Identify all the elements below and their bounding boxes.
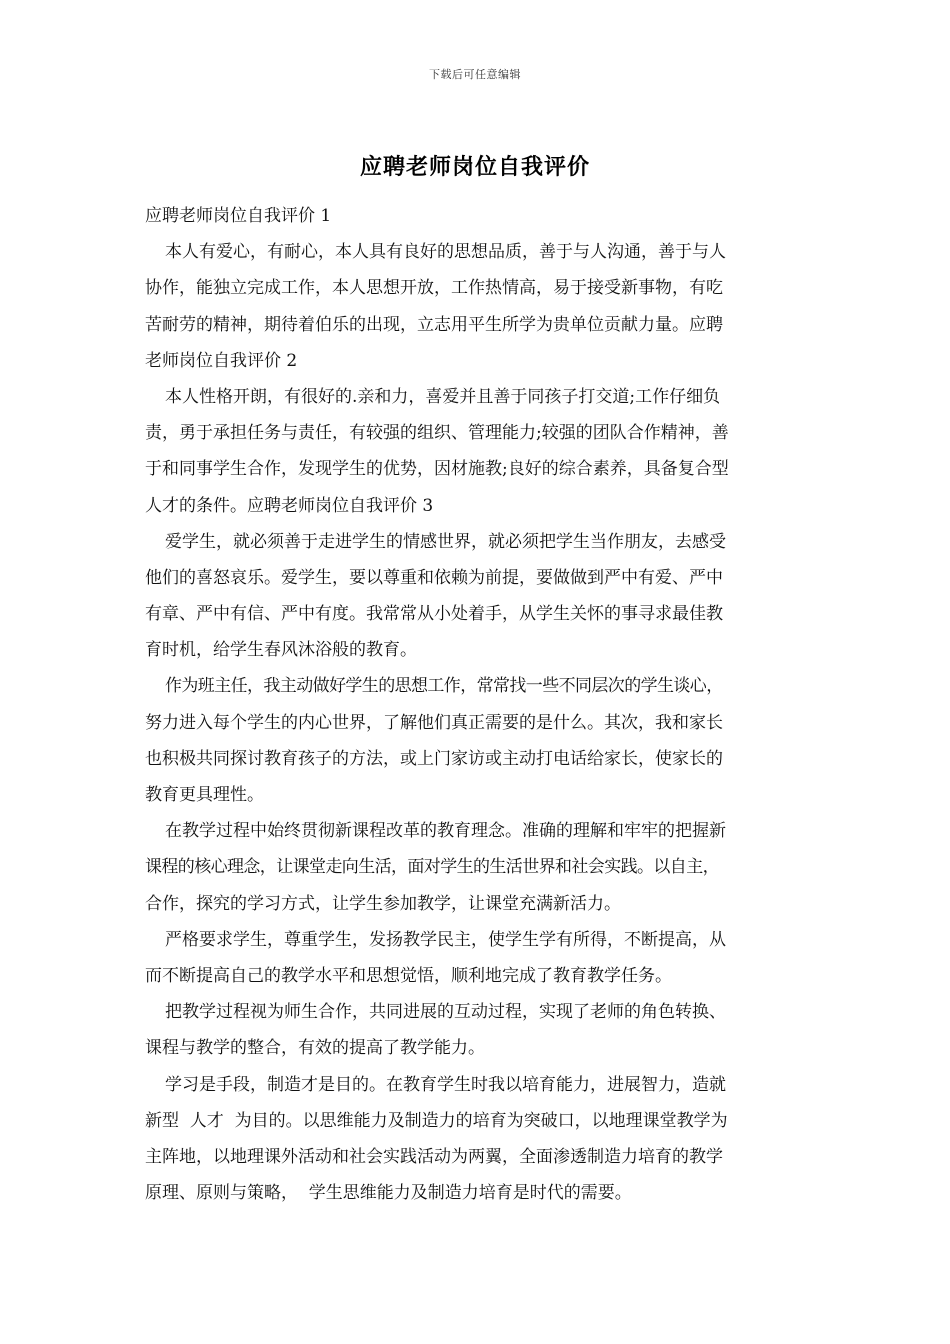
text-line: 也积极共同探讨教育孩子的方法，或上门家访或主动打电话给家长，使家长的	[145, 748, 723, 769]
text-line: 而不断提高自己的教学水平和思想觉悟，顺利地完成了教育教学任务。	[145, 965, 672, 986]
text-line: 老师岗位自我评价 2	[145, 350, 298, 371]
document-body	[145, 198, 815, 1211]
text-line: 责，勇于承担任务与责任，有较强的组织、管理能力;较强的团队合作精神，善	[145, 423, 729, 444]
text-line: 在教学过程中始终贯彻新课程改革的教育理念。准确的理解和牢牢的把握新	[165, 821, 726, 842]
text-line: 本人性格开朗，有很好的.亲和力，喜爱并且善于同孩子打交道;工作仔细负	[165, 386, 721, 407]
text-line: 苦耐劳的精神，期待着伯乐的出现，立志用平生所学为贵单位贡献力量。应聘	[145, 314, 723, 335]
text-line: 原理、原则与策略， 学生思维能力及制造力培育是时代的需要。	[145, 1183, 632, 1204]
text-line: 把教学过程视为师生合作，共同进展的互动过程，实现了老师的角色转换、	[165, 1002, 726, 1023]
text-line: 课程与教学的整合，有效的提高了教学能力。	[145, 1038, 485, 1059]
text-line: 课程的核心理念，让课堂走向生活，面对学生的生活世界和社会实践。以自主，	[145, 857, 719, 878]
text-line: 教育更具理性。	[145, 785, 264, 805]
text-line: 新型 人才 为目的。以思维能力及制造力的培育为突破口，以地理课堂教学为	[145, 1110, 728, 1131]
text-line: 合作，探究的学习方式，让学生参加教学，让课堂充满新活力。	[145, 893, 621, 914]
text-line: 人才的条件。应聘老师岗位自我评价 3	[145, 495, 434, 516]
text-line: 有章、严中有信、严中有度。我常常从小处着手，从学生关怀的事寻求最佳教	[145, 604, 723, 625]
text-line: 主阵地，以地理课外活动和社会实践活动为两翼，全面渗透制造力培育的教学	[145, 1146, 723, 1167]
text-line: 协作，能独立完成工作，本人思想开放，工作热情高，易于接受新事物，有吃	[145, 278, 723, 299]
text-line: 努力进入每个学生的内心世界，了解他们真正需要的是什么。其次，我和家长	[145, 712, 723, 733]
text-line: 学习是手段，制造才是目的。在教育学生时我以培育能力，进展智力，造就	[165, 1074, 726, 1095]
text-line: 本人有爱心，有耐心，本人具有良好的思想品质，善于与人沟通，善于与人	[165, 242, 726, 263]
text-line: 应聘老师岗位自我评价 1	[145, 206, 332, 226]
text-line: 于和同事学生合作，发现学生的优势，因材施教;良好的综合素养，具备复合型	[145, 459, 729, 480]
text-line: 爱学生，就必须善于走进学生的情感世界，就必须把学生当作朋友，去感受	[165, 531, 726, 552]
header-note: 下载后可任意编辑	[429, 68, 521, 81]
text-line: 严格要求学生，尊重学生，发扬教学民主，使学生学有所得，不断提高，从	[165, 929, 726, 950]
document-title: 应聘老师岗位自我评价	[359, 154, 590, 180]
text-line: 育时机，给学生春风沐浴般的教育。	[145, 640, 417, 661]
text-line: 作为班主任，我主动做好学生的思想工作，常常找一些不同层次的学生谈心，	[165, 676, 723, 697]
text-line: 他们的喜怒哀乐。爱学生，要以尊重和依赖为前提，要做做到严中有爱、严中	[145, 567, 723, 588]
